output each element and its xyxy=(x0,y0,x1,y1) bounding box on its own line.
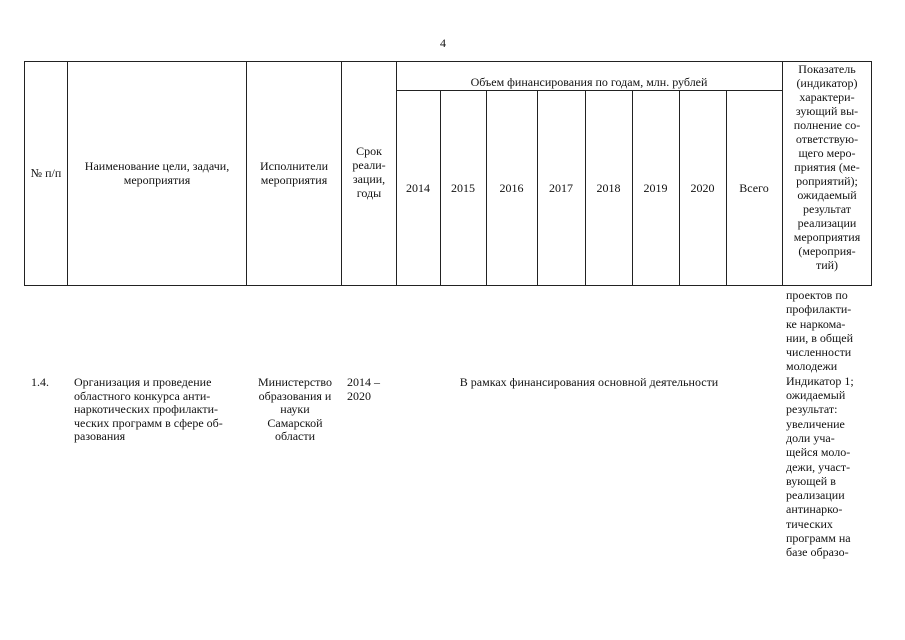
row-term-line: 2020 xyxy=(347,388,371,403)
row-executor-line: области xyxy=(274,429,316,444)
header-term-line: Срок xyxy=(356,144,382,158)
header-indicator-line: реализации xyxy=(797,216,857,230)
row-name-line: наркотических профилакти- xyxy=(74,402,218,417)
row-indicator-line: дежи, участ- xyxy=(786,459,851,474)
header-indicator-line: Показатель xyxy=(798,62,856,76)
col-border xyxy=(396,61,397,286)
header-year: 2014 xyxy=(406,181,430,195)
row-indicator-line: профилакти- xyxy=(786,302,852,317)
table-header-bottom-border xyxy=(24,285,872,286)
header-term-line: годы xyxy=(356,186,382,200)
row-name-line: областного конкурса анти- xyxy=(74,388,211,403)
header-executor: Исполнители мероприятия xyxy=(259,159,329,187)
row-indicator-line: реализации xyxy=(786,488,845,503)
row-name-line: ческих программ в сфере об- xyxy=(74,415,223,430)
row-indicator xyxy=(786,288,870,560)
row-term-line: 2014 – xyxy=(347,375,380,389)
funding-title-divider xyxy=(396,90,782,91)
header-term xyxy=(342,144,396,200)
header-indicator-line: ответствую- xyxy=(795,132,859,146)
header-year: 2015 xyxy=(451,181,475,195)
row-indicator-line: программ на xyxy=(786,531,851,546)
page-number: 4 xyxy=(440,36,446,50)
header-indicator-line: результат xyxy=(802,202,852,216)
row-indicator-line: Индикатор 1; xyxy=(786,373,854,388)
row-indicator-line: вующей в xyxy=(786,473,836,488)
table-top-border xyxy=(24,61,872,62)
row-indicator-line: доли уча- xyxy=(786,430,835,445)
header-indicator-line: характери- xyxy=(799,90,855,104)
row-name-line: разования xyxy=(74,429,126,444)
row-indicator-line: ке наркома- xyxy=(786,316,846,331)
header-year: 2019 xyxy=(643,181,668,195)
row-executor-line: Самарской xyxy=(267,415,323,430)
row-indicator-line: тических xyxy=(786,516,833,531)
header-indicator-line: тий) xyxy=(815,258,839,272)
header-year: 2016 xyxy=(499,181,524,195)
header-indicator-line: зующий вы- xyxy=(795,104,859,118)
header-year: 2020 xyxy=(690,181,715,195)
header-indicator-line: мероприятия xyxy=(793,230,861,244)
header-indicator-line: роприятий); xyxy=(796,174,858,188)
row-indicator-line: нии, в общей xyxy=(786,330,854,345)
header-term-line: зации, xyxy=(352,172,386,186)
header-indicator-line: (мероприя- xyxy=(798,244,856,258)
header-indicator-line: (индикатор) xyxy=(796,76,858,90)
row-indicator-line: увеличение xyxy=(786,416,845,431)
row-indicator-line: проектов по xyxy=(786,288,848,302)
row-executor xyxy=(249,376,341,444)
header-year: 2018 xyxy=(596,181,621,195)
header-num: № п/п xyxy=(30,166,62,180)
header-name: Наименование цели, задачи, мероприятия xyxy=(84,159,230,187)
row-funding: В рамках финансирования основной деятельности xyxy=(459,375,719,389)
header-total: Всего xyxy=(739,181,769,195)
header-indicator-line: полнение со- xyxy=(793,118,861,132)
row-num: 1.4. xyxy=(31,375,49,389)
col-border xyxy=(246,61,247,286)
row-indicator-line: ожидаемый xyxy=(786,388,846,403)
row-name-line: Организация и проведение xyxy=(74,375,212,389)
row-indicator-line: щейся моло- xyxy=(786,445,851,460)
row-indicator-line: результат: xyxy=(786,402,838,417)
header-term-line: реали- xyxy=(352,158,386,172)
row-indicator-line: антинарко- xyxy=(786,502,843,517)
header-indicator-line: приятия (ме- xyxy=(794,160,860,174)
row-executor-line: науки xyxy=(280,402,310,417)
row-indicator-line: базе образо- xyxy=(786,545,849,560)
row-name xyxy=(74,376,246,444)
header-indicator xyxy=(782,62,872,272)
row-indicator-line: численности xyxy=(786,345,852,360)
header-funding-title: Объем финансирования по годам, млн. рублей xyxy=(470,75,708,89)
row-term xyxy=(347,376,395,403)
row-executor-line: образования и xyxy=(258,388,332,403)
row-executor-line: Министерство xyxy=(258,375,332,389)
header-indicator-line: щего меро- xyxy=(798,146,856,160)
header-year: 2017 xyxy=(549,181,573,195)
header-indicator-line: ожидаемый xyxy=(797,188,857,202)
row-indicator-line: молодежи xyxy=(786,359,838,374)
